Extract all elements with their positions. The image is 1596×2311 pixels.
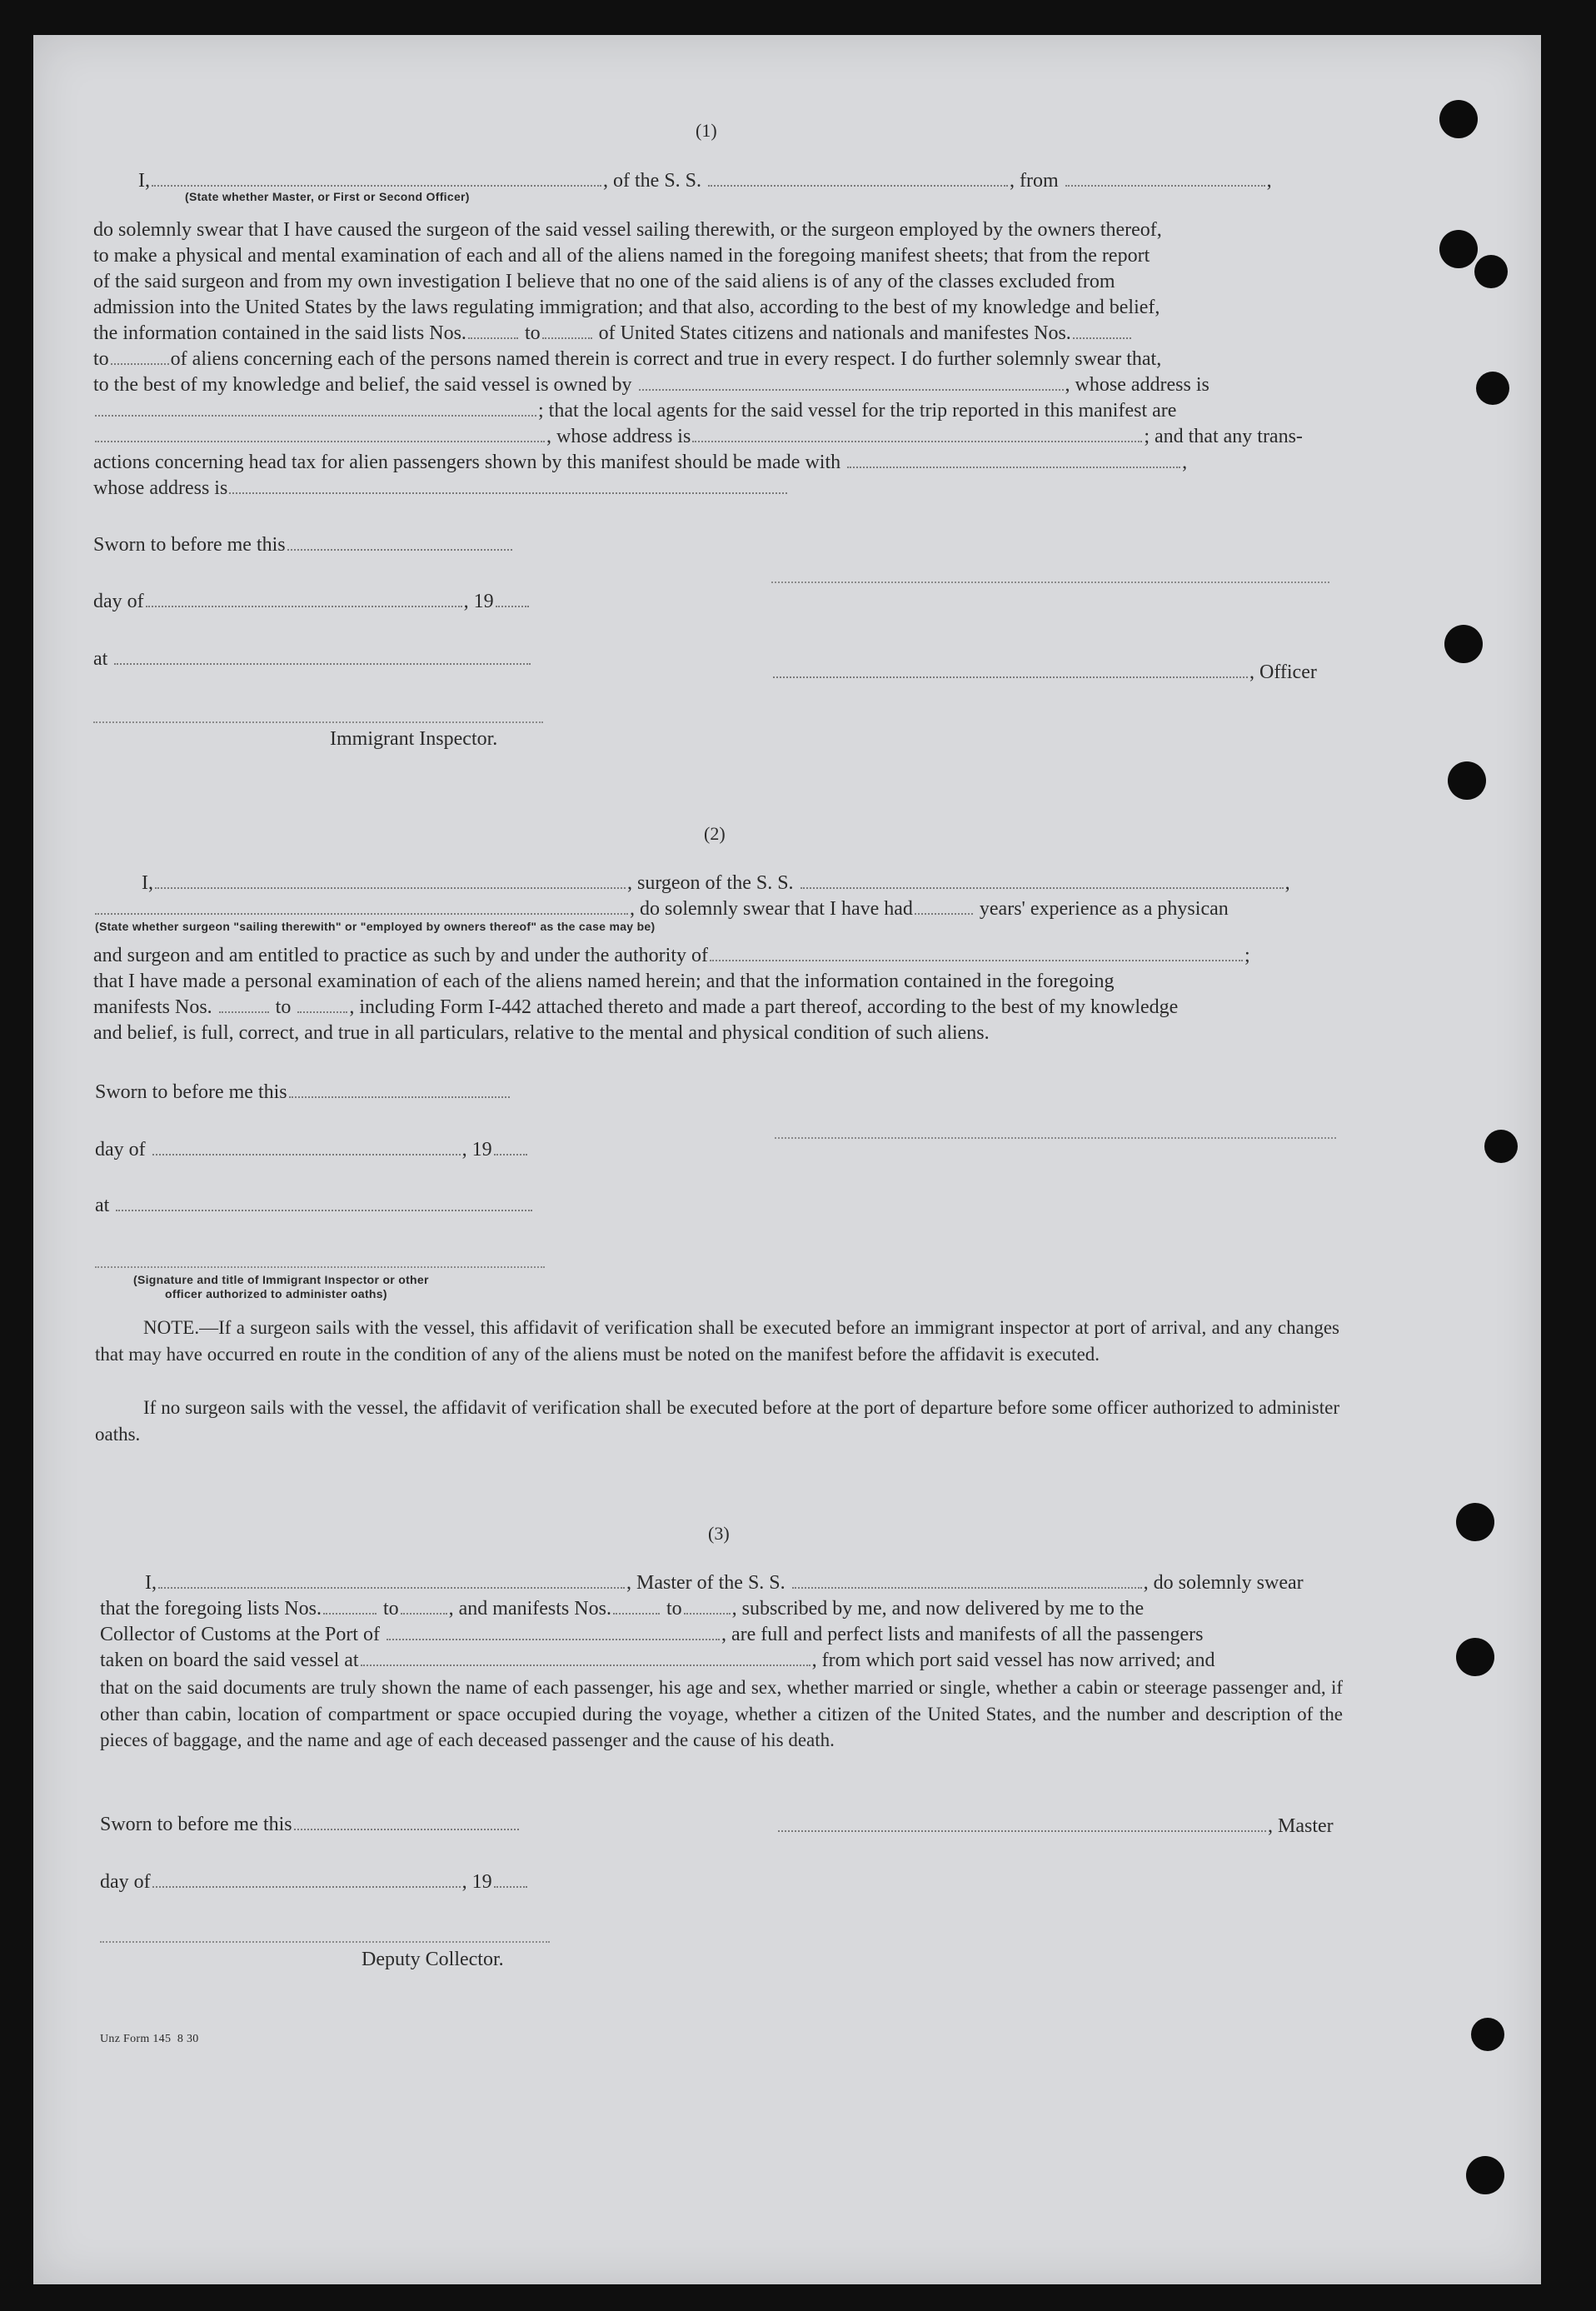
s1-signature-line[interactable] [771,581,1329,583]
section-2-number: (2) [704,823,726,844]
s1-owned-line: to the best of my knowledge and belief, the said vessel is owned by , whose address is [93,374,1209,396]
s2-vessel-field[interactable] [800,872,1284,889]
s1-officer: , Officer [771,661,1317,684]
list-from-field[interactable] [468,322,518,339]
note-paragraph-1: NOTE.—If a surgeon sails with the vessel, this affidavit of verification shall be executed before an immigrant inspector at port of arrival, and any changes that may have occurred en route in the condition of any of the aliens must be noted on the manifest before the affidavit is executed. [95,1317,1339,1365]
s1-lists-line: the information contained in the said lists Nos. to of United States citizens and nationals and manifestes Nos. [93,322,1133,345]
s1-agents-line: ; that the local agents for the said vessel for the trip reported in this manifest are [93,399,1176,422]
s1-year-field[interactable] [496,591,529,607]
s2-inspector-line[interactable] [95,1266,545,1268]
signature-note-1: (Signature and title of Immigrant Inspector or other [133,1273,429,1286]
years-field[interactable] [915,898,973,915]
s3-collector-line: Collector of Customs at the Port of , are full and perfect lists and manifests of all the passengers [100,1624,1204,1645]
s2-day-of: day of , 19 [95,1138,529,1161]
s3-sworn: Sworn to before me this [100,1813,521,1836]
s1-day-of: day of , 19 [93,590,531,613]
surgeon-note: (State whether surgeon "sailing therewith" or "employed by owners thereof" as the case may be) [95,920,656,933]
s3-manifest-to-field[interactable] [684,1598,731,1615]
section-1-first-line: I, , of the S. S. , from , [138,170,1272,192]
s2-manifest-from-field[interactable] [219,996,269,1013]
s2-exam-line: that I have made a personal examination of each of the aliens named herein; and that the information contained in the foregoing [93,971,1115,992]
s3-list-from-field[interactable] [323,1598,377,1615]
s2-sworn-day-field[interactable] [289,1081,510,1098]
s1-at: at [93,647,532,671]
list-to-field[interactable] [542,322,592,339]
s3-lists-line: that the foregoing lists Nos. to , and manifests Nos. to , subscribed by me, and now delivered by me to the [100,1598,1145,1620]
punch-hole [1444,625,1483,663]
s1-officer-signature-field[interactable] [773,661,1248,678]
manifest-to-field[interactable] [111,348,169,365]
s2-signature-line[interactable] [775,1137,1336,1139]
agents-field[interactable] [95,426,545,442]
s1-whose-line: whose address is [93,477,789,500]
s1-head-tax-line: actions concerning head tax for alien passengers shown by this manifest should be made with , [93,452,1188,473]
s3-deputy: Deputy Collector. [362,1949,504,1970]
authority-field[interactable] [710,945,1243,961]
s3-rest-paragraph: that on the said documents are truly shown the name of each passenger, his age and sex, whether married or single, whether a cabin or steerage passenger and, if other than cabin, location of compartment or space occupied during the voyage, whether a citizen of the United States, and the number and description of the pieces of baggage, and the name and age of each deceased passenger and the cause of his death. [100,1677,1343,1750]
owner-address-field[interactable] [95,400,536,417]
s1-line-2: to make a physical and mental examination of each and all of the aliens named in the foregoing manifest sheets; that from the report [93,245,1150,267]
s3-master: , Master [776,1814,1334,1838]
s3-deputy-line[interactable] [100,1941,550,1943]
s3-day-of: day of , 19 [100,1870,529,1894]
s3-first-line: I, , Master of the S. S. , do solemnly swear [145,1572,1304,1594]
s3-vessel-field[interactable] [792,1572,1142,1589]
punch-hole [1466,2156,1504,2194]
from-port-field[interactable] [1065,170,1265,187]
s2-belief-line: and belief, is full, correct, and true in all particulars, relative to the mental and physical condition of such aliens. [93,1022,990,1044]
officer-name-field[interactable] [152,170,601,187]
form-id: Unz Form 145 8 30 [100,2033,199,2045]
section-1-number: (1) [696,120,717,141]
vessel-name-field[interactable] [708,170,1008,187]
boarding-port-field[interactable] [361,1650,810,1666]
s1-aliens-line: to of aliens concerning each of the persons named therein is correct and true in every respect. I do further solemnly swear that, [93,348,1162,370]
s2-swear-line: , do solemnly swear that I have had years' experience as a physican [93,897,1229,921]
punch-hole [1456,1638,1494,1676]
master-name-field[interactable] [158,1572,625,1589]
s1-inspector-line[interactable] [93,721,543,723]
surgeon-type-field[interactable] [95,898,628,915]
s3-sworn-day-field[interactable] [294,1814,519,1830]
officer-note: (State whether Master, or First or Second Officer) [185,190,470,203]
s2-manifest-to-field[interactable] [297,996,347,1013]
s2-month-field[interactable] [152,1139,461,1156]
s1-line-1: do solemnly swear that I have caused the surgeon of the said vessel sailing therewith, or the surgeon employed by the owners thereof, [93,219,1162,241]
s1-inspector: Immigrant Inspector. [330,728,498,750]
s1-line-4: admission into the United States by the laws regulating immigration; and that also, according to the best of my knowledge and belief, [93,297,1160,318]
s2-year-field[interactable] [494,1139,527,1156]
s3-month-field[interactable] [152,1871,461,1888]
master-signature-field[interactable] [778,1815,1266,1832]
note-paragraph-2: If no surgeon sails with the vessel, the affidavit of verification shall be executed before at the port of departure before some officer authorized to administer oaths. [95,1397,1339,1445]
s1-line-3: of the said surgeon and from my own investigation I believe that no one of the said aliens is of any of the classes excluded from [93,271,1115,292]
section-3-number: (3) [708,1523,730,1544]
s3-manifest-from-field[interactable] [613,1598,660,1615]
punch-hole [1448,761,1486,800]
signature-note-2: officer authorized to administer oaths) [165,1287,387,1300]
s2-at: at [95,1194,534,1217]
owner-field[interactable] [639,374,1064,391]
punch-hole [1439,230,1478,268]
s2-sworn: Sworn to before me this [95,1081,511,1104]
s2-practice-line: and surgeon and am entitled to practice as such by and under the authority of ; [93,945,1250,966]
punch-hole [1456,1503,1494,1541]
s2-first-line: I, , surgeon of the S. S. , [142,872,1290,894]
s3-year-field[interactable] [494,1871,527,1888]
surgeon-name-field[interactable] [155,872,626,889]
s3-board-line: taken on board the said vessel at , from which port said vessel has now arrived; and [100,1650,1215,1671]
s1-address-line: , whose address is ; and that any trans- [93,425,1303,448]
punch-hole [1471,2018,1504,2051]
punch-hole [1439,100,1478,138]
punch-hole [1484,1130,1518,1163]
manifest-no-field[interactable] [1073,322,1131,339]
s2-place-field[interactable] [116,1195,532,1211]
port-field[interactable] [387,1624,720,1640]
head-tax-field[interactable] [847,452,1180,468]
s2-manifests-line: manifests Nos. to , including Form I-442 attached thereto and made a part thereof, according to the best of my knowledge [93,996,1179,1018]
s1-sworn-day-field[interactable] [287,534,512,551]
punch-hole [1476,372,1509,405]
head-tax-address-field[interactable] [229,477,787,494]
s1-month-field[interactable] [146,591,462,607]
s1-place-field[interactable] [114,648,531,665]
s3-list-to-field[interactable] [401,1598,447,1615]
s1-sworn: Sworn to before me this [93,533,514,557]
agents-address-field[interactable] [692,426,1142,442]
punch-hole [1474,255,1508,288]
